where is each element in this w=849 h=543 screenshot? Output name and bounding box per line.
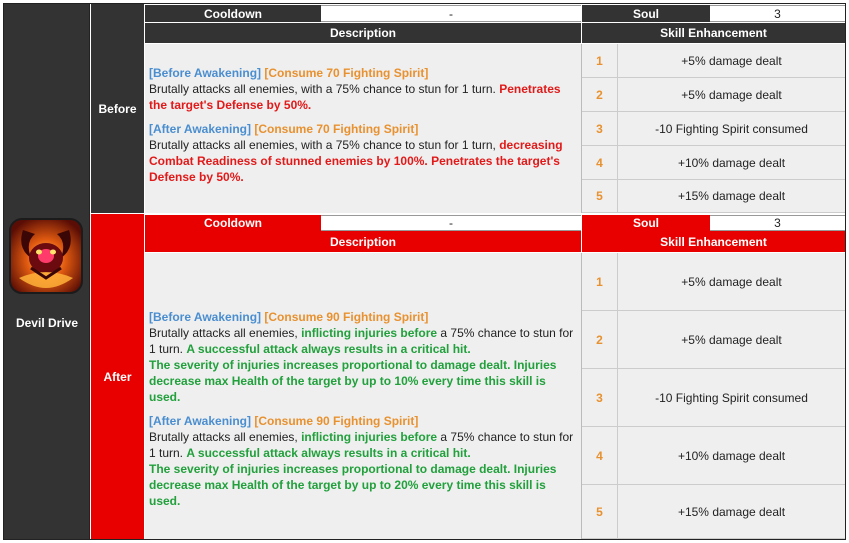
effect-text: Brutally attacks all enemies, xyxy=(149,430,302,444)
enhancement-text: +5% damage dealt xyxy=(618,253,845,311)
enhancement-number: 4 xyxy=(582,146,618,180)
enhancement-number: 4 xyxy=(582,427,618,485)
before-label: Before xyxy=(91,4,144,213)
after-label: After xyxy=(91,214,144,539)
skill-icon xyxy=(9,218,83,294)
enhancement-number: 5 xyxy=(582,485,618,539)
before-description xyxy=(145,44,582,213)
effect-highlight: The severity of injuries increases proportional to damage dealt. Injuries decrease max Health of the target by up to 20% every time this skill is used. xyxy=(149,462,557,508)
enhancement-text: +5% damage dealt xyxy=(618,78,845,112)
soul-value: 3 xyxy=(710,5,845,22)
enhancement-number: 1 xyxy=(582,253,618,311)
enhancement-number: 3 xyxy=(582,112,618,146)
effect-text: Brutally attacks all enemies, xyxy=(149,326,302,340)
enhancement-text: +15% damage dealt xyxy=(618,180,845,213)
effect-text: a 75% chance to stun for 1 turn. xyxy=(149,326,574,356)
spirit-cost: [Consume 90 Fighting Spirit] xyxy=(254,414,419,428)
spirit-cost: [Consume 90 Fighting Spirit] xyxy=(264,310,429,324)
enhancement-text: +15% damage dealt xyxy=(618,485,845,539)
effect-highlight: A successful attack always results in a critical hit. xyxy=(186,446,471,460)
enhancement-text: +10% damage dealt xyxy=(618,146,845,180)
awakening-tag: [Before Awakening] xyxy=(149,66,262,80)
enhancement-number: 3 xyxy=(582,369,618,427)
enhancement-text: -10 Fighting Spirit consumed xyxy=(618,369,845,427)
effect-highlight: The severity of injuries increases proportional to damage dealt. Injuries decrease max Health of the target by up to 10% every time this skill is used. xyxy=(149,358,557,404)
spirit-cost: [Consume 70 Fighting Spirit] xyxy=(254,122,419,136)
effect-highlight: inflicting injuries before xyxy=(301,430,438,444)
cooldown-label: Cooldown xyxy=(145,5,321,22)
enhancement-number: 5 xyxy=(582,180,618,213)
effect-highlight: decreasing Combat Readiness of stunned enemies by 100%. Penetrates the target's Defense by 50%. xyxy=(149,138,563,184)
after-description xyxy=(145,253,582,539)
soul-value: 3 xyxy=(710,215,845,231)
cooldown-value: - xyxy=(321,5,581,22)
effect-text: a 75% chance to stun for 1 turn. xyxy=(149,430,574,460)
cooldown-value: - xyxy=(321,215,581,231)
soul-label: Soul xyxy=(582,215,710,231)
enhancement-number: 2 xyxy=(582,78,618,112)
effect-highlight: inflicting injuries before xyxy=(301,326,438,340)
description-header: Description xyxy=(145,231,581,252)
enhancement-text: -10 Fighting Spirit consumed xyxy=(618,112,845,146)
effect-text: Brutally attacks all enemies, with a 75% chance to stun for 1 turn. xyxy=(149,82,500,96)
awakening-tag: [After Awakening] xyxy=(149,414,252,428)
effect-highlight: Penetrates the target's Defense by 50%. xyxy=(149,82,561,112)
spirit-cost: [Consume 70 Fighting Spirit] xyxy=(264,66,429,80)
enhancement-number: 1 xyxy=(582,44,618,78)
effect-highlight: A successful attack always results in a critical hit. xyxy=(186,342,471,356)
skill-enhancement-header: Skill Enhancement xyxy=(582,231,845,252)
awakening-tag: [Before Awakening] xyxy=(149,310,262,324)
effect-text: Brutally attacks all enemies, with a 75% chance to stun for 1 turn, xyxy=(149,138,500,152)
enhancement-number: 2 xyxy=(582,311,618,369)
soul-label: Soul xyxy=(582,5,710,22)
cooldown-label: Cooldown xyxy=(145,215,321,231)
character-name: Devil Drive xyxy=(15,316,79,330)
enhancement-text: +10% damage dealt xyxy=(618,427,845,485)
awakening-tag: [After Awakening] xyxy=(149,122,252,136)
skill-enhancement-header: Skill Enhancement xyxy=(582,23,845,43)
enhancement-text: +5% damage dealt xyxy=(618,44,845,78)
enhancement-text: +5% damage dealt xyxy=(618,311,845,369)
description-header: Description xyxy=(145,23,581,43)
